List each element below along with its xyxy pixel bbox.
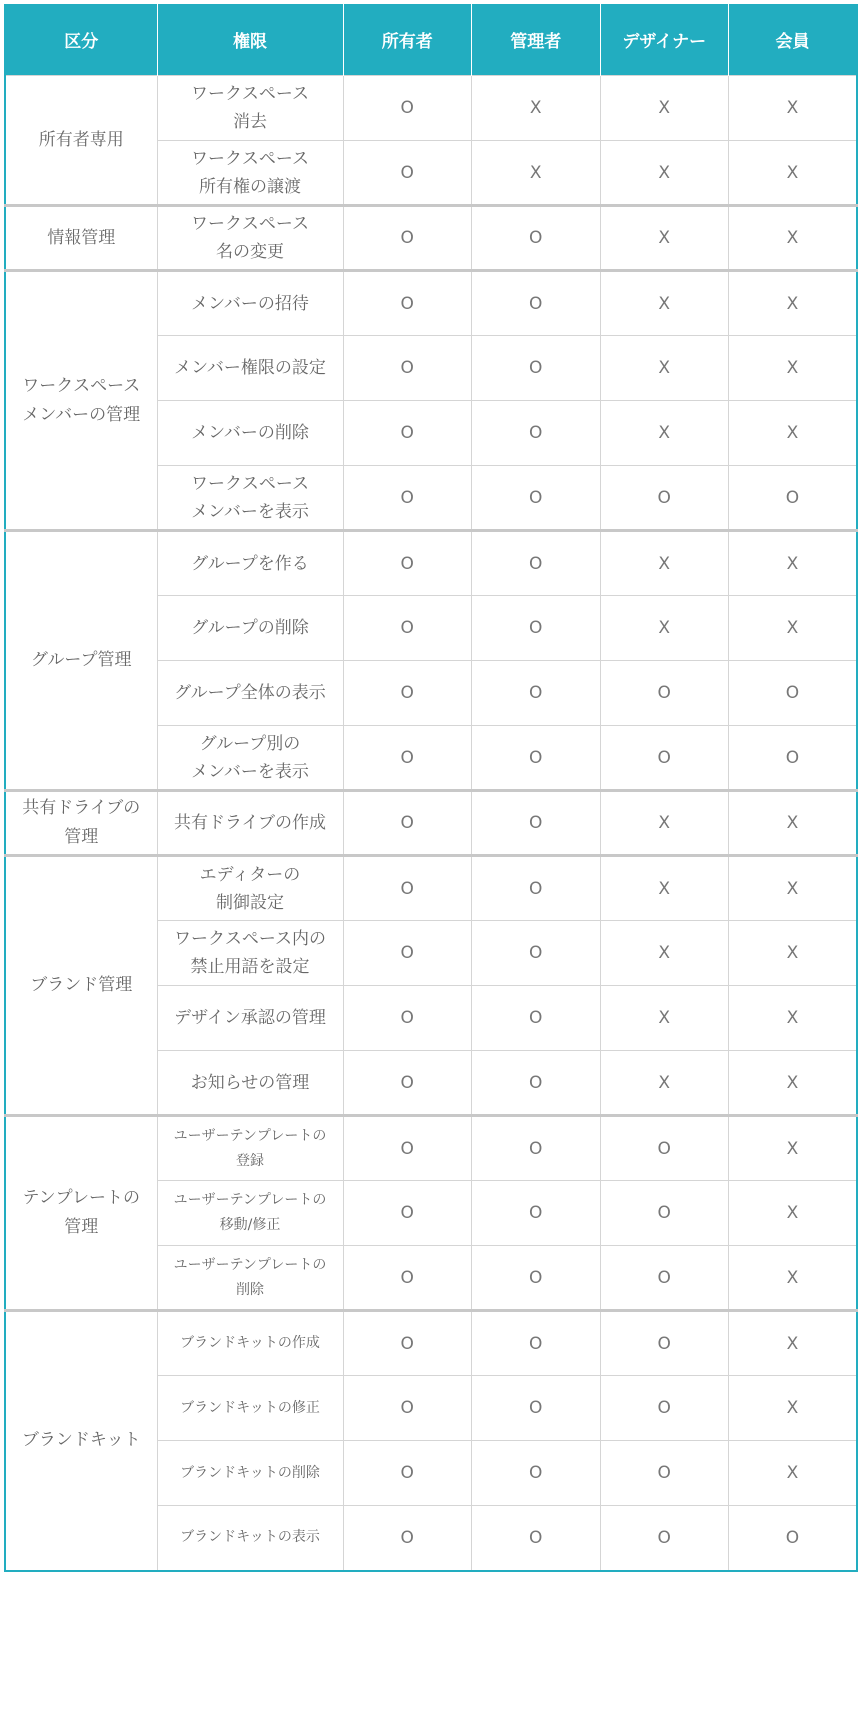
member-value-cell: X	[729, 531, 858, 596]
category-cell: グループ管理	[5, 531, 157, 791]
permission-cell: グループの削除	[157, 596, 343, 661]
admin-value-cell: O	[472, 1051, 601, 1116]
permission-cell: エディターの 制御設定	[157, 856, 343, 921]
member-value-cell: X	[729, 856, 858, 921]
designer-value-cell: X	[600, 336, 729, 401]
table-row	[5, 531, 857, 596]
header-row	[5, 4, 857, 76]
category-cell: 情報管理	[5, 206, 157, 271]
admin-value-cell: O	[472, 1506, 601, 1571]
designer-value-cell: X	[600, 401, 729, 466]
owner-value-cell: O	[343, 531, 472, 596]
category-cell: 所有者専用	[5, 76, 157, 206]
admin-value-cell: O	[472, 1311, 601, 1376]
designer-value-cell: X	[600, 1051, 729, 1116]
owner-value-cell: O	[343, 271, 472, 336]
admin-value-cell: O	[472, 336, 601, 401]
designer-value-cell: O	[600, 1506, 729, 1571]
member-value-cell: X	[729, 1246, 858, 1311]
owner-value-cell: O	[343, 1506, 472, 1571]
designer-value-cell: O	[600, 1181, 729, 1246]
owner-value-cell: O	[343, 1181, 472, 1246]
admin-value-cell: O	[472, 1246, 601, 1311]
admin-value-cell: O	[472, 986, 601, 1051]
designer-value-cell: O	[600, 1311, 729, 1376]
header-designer: デザイナー	[600, 4, 729, 76]
owner-value-cell: O	[343, 596, 472, 661]
table-row	[5, 271, 857, 336]
member-value-cell: X	[729, 1051, 858, 1116]
permission-cell: ブランドキットの修正	[157, 1376, 343, 1441]
designer-value-cell: X	[600, 596, 729, 661]
permission-cell: メンバー権限の設定	[157, 336, 343, 401]
admin-value-cell: O	[472, 401, 601, 466]
designer-value-cell: X	[600, 791, 729, 856]
permission-cell: グループ別の メンバーを表示	[157, 726, 343, 791]
permissions-table	[4, 4, 858, 1572]
designer-value-cell: O	[600, 1116, 729, 1181]
owner-value-cell: O	[343, 1376, 472, 1441]
admin-value-cell: O	[472, 1181, 601, 1246]
owner-value-cell: O	[343, 76, 472, 141]
member-value-cell: X	[729, 76, 858, 141]
table-row	[5, 856, 857, 921]
designer-value-cell: O	[600, 661, 729, 726]
category-cell: テンプレートの 管理	[5, 1116, 157, 1311]
owner-value-cell: O	[343, 1116, 472, 1181]
member-value-cell: X	[729, 1181, 858, 1246]
permission-cell: メンバーの削除	[157, 401, 343, 466]
permission-cell: 共有ドライブの作成	[157, 791, 343, 856]
owner-value-cell: O	[343, 206, 472, 271]
owner-value-cell: O	[343, 401, 472, 466]
member-value-cell: O	[729, 661, 858, 726]
owner-value-cell: O	[343, 1246, 472, 1311]
owner-value-cell: O	[343, 791, 472, 856]
designer-value-cell: O	[600, 1376, 729, 1441]
table-row	[5, 1311, 857, 1376]
owner-value-cell: O	[343, 726, 472, 791]
header-member: 会員	[729, 4, 858, 76]
owner-value-cell: O	[343, 986, 472, 1051]
designer-value-cell: O	[600, 466, 729, 531]
admin-value-cell: X	[472, 141, 601, 206]
permission-cell: お知らせの管理	[157, 1051, 343, 1116]
member-value-cell: X	[729, 791, 858, 856]
designer-value-cell: X	[600, 141, 729, 206]
category-cell: 共有ドライブの 管理	[5, 791, 157, 856]
member-value-cell: X	[729, 401, 858, 466]
permission-cell: グループ全体の表示	[157, 661, 343, 726]
permission-cell: ユーザーテンプレートの 移動/修正	[157, 1181, 343, 1246]
designer-value-cell: X	[600, 921, 729, 986]
member-value-cell: X	[729, 336, 858, 401]
category-cell: ブランド管理	[5, 856, 157, 1116]
owner-value-cell: O	[343, 661, 472, 726]
owner-value-cell: O	[343, 141, 472, 206]
permission-cell: ワークスペース 名の変更	[157, 206, 343, 271]
admin-value-cell: O	[472, 1376, 601, 1441]
designer-value-cell: X	[600, 856, 729, 921]
owner-value-cell: O	[343, 1441, 472, 1506]
table-row	[5, 76, 857, 141]
admin-value-cell: O	[472, 531, 601, 596]
permission-cell: ワークスペース メンバーを表示	[157, 466, 343, 531]
designer-value-cell: X	[600, 206, 729, 271]
table-row	[5, 791, 857, 856]
designer-value-cell: O	[600, 726, 729, 791]
member-value-cell: X	[729, 1376, 858, 1441]
designer-value-cell: O	[600, 1246, 729, 1311]
admin-value-cell: O	[472, 921, 601, 986]
owner-value-cell: O	[343, 921, 472, 986]
permission-cell: ブランドキットの削除	[157, 1441, 343, 1506]
category-cell: ワークスペース メンバーの管理	[5, 271, 157, 531]
owner-value-cell: O	[343, 466, 472, 531]
member-value-cell: O	[729, 1506, 858, 1571]
permissions-table-container	[4, 4, 856, 1572]
header-category: 区分	[5, 4, 157, 76]
designer-value-cell: X	[600, 76, 729, 141]
admin-value-cell: O	[472, 791, 601, 856]
member-value-cell: X	[729, 596, 858, 661]
permission-cell: メンバーの招待	[157, 271, 343, 336]
member-value-cell: X	[729, 1311, 858, 1376]
owner-value-cell: O	[343, 336, 472, 401]
admin-value-cell: O	[472, 1116, 601, 1181]
category-cell: ブランドキット	[5, 1311, 157, 1571]
permission-cell: ワークスペース 消去	[157, 76, 343, 141]
owner-value-cell: O	[343, 1311, 472, 1376]
header-permission: 権限	[157, 4, 343, 76]
permission-cell: デザイン承認の管理	[157, 986, 343, 1051]
admin-value-cell: O	[472, 206, 601, 271]
admin-value-cell: O	[472, 466, 601, 531]
table-row	[5, 1116, 857, 1181]
member-value-cell: X	[729, 141, 858, 206]
member-value-cell: X	[729, 271, 858, 336]
owner-value-cell: O	[343, 1051, 472, 1116]
admin-value-cell: O	[472, 1441, 601, 1506]
admin-value-cell: O	[472, 271, 601, 336]
member-value-cell: X	[729, 921, 858, 986]
designer-value-cell: O	[600, 1441, 729, 1506]
designer-value-cell: X	[600, 531, 729, 596]
header-owner: 所有者	[343, 4, 472, 76]
member-value-cell: X	[729, 206, 858, 271]
member-value-cell: O	[729, 726, 858, 791]
admin-value-cell: O	[472, 856, 601, 921]
member-value-cell: O	[729, 466, 858, 531]
admin-value-cell: O	[472, 726, 601, 791]
permission-cell: ブランドキットの表示	[157, 1506, 343, 1571]
member-value-cell: X	[729, 986, 858, 1051]
member-value-cell: X	[729, 1441, 858, 1506]
designer-value-cell: X	[600, 986, 729, 1051]
permission-cell: ブランドキットの作成	[157, 1311, 343, 1376]
permission-cell: ユーザーテンプレートの 削除	[157, 1246, 343, 1311]
table-body	[5, 76, 857, 1571]
admin-value-cell: O	[472, 596, 601, 661]
header-admin: 管理者	[472, 4, 601, 76]
permission-cell: ユーザーテンプレートの 登録	[157, 1116, 343, 1181]
table-row	[5, 206, 857, 271]
owner-value-cell: O	[343, 856, 472, 921]
admin-value-cell: X	[472, 76, 601, 141]
admin-value-cell: O	[472, 661, 601, 726]
member-value-cell: X	[729, 1116, 858, 1181]
permission-cell: ワークスペース内の 禁止用語を設定	[157, 921, 343, 986]
designer-value-cell: X	[600, 271, 729, 336]
permission-cell: ワークスペース 所有権の譲渡	[157, 141, 343, 206]
table-header	[5, 4, 857, 76]
permission-cell: グループを作る	[157, 531, 343, 596]
